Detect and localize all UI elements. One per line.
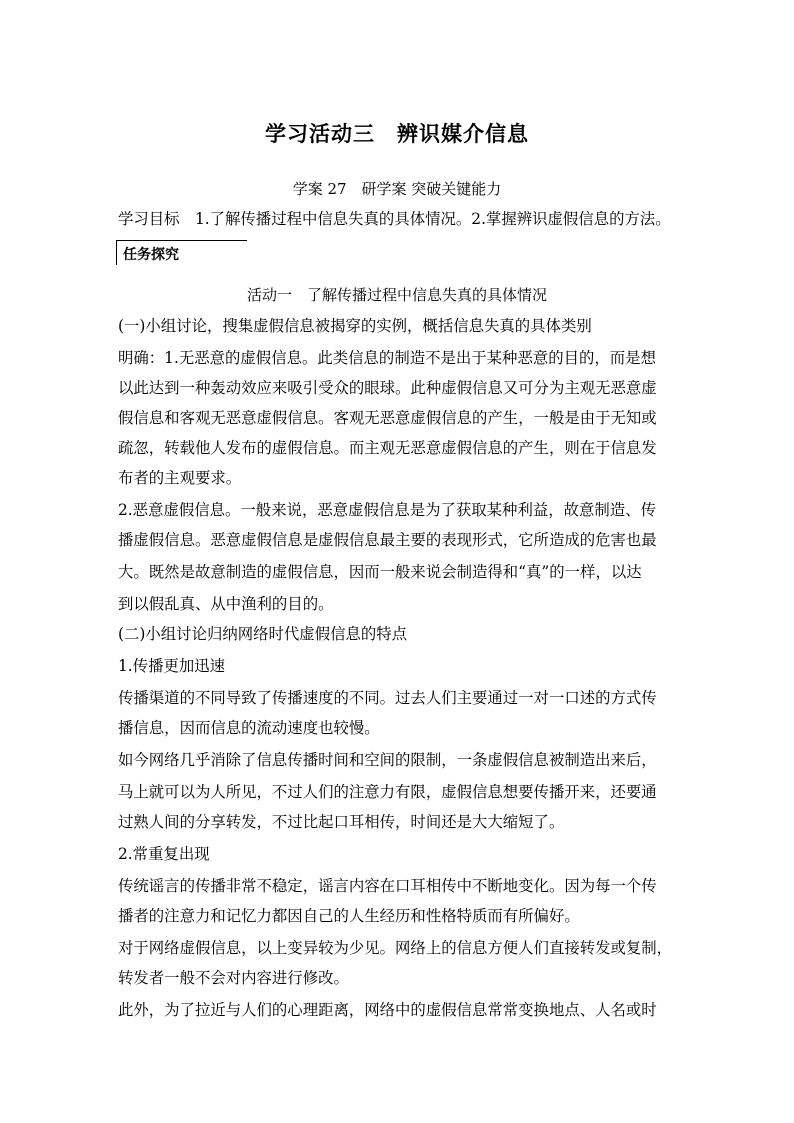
page-title: 学习活动三 辨识媒介信息	[265, 122, 529, 146]
body-line: 以此达到一种轰动效应来吸引受众的眼球。此种虚假信息又可分为主观无恶意虚	[118, 379, 657, 397]
body-line: 明确：1.无恶意的虚假信息。此类信息的制造不是出于某种恶意的目的，而是想	[118, 349, 656, 367]
body-line: 播信息，因而信息的流动速度也较慢。	[118, 719, 380, 737]
body-line: 过熟人间的分享转发，不过比起口耳相传，时间还是大大缩短了。	[118, 813, 565, 831]
body-line: (二)小组讨论归纳网络时代虚假信息的特点	[118, 625, 408, 643]
body-line: 布者的主观要求。	[118, 469, 242, 487]
body-line: 传播渠道的不同导致了传播速度的不同。过去人们主要通过一对一口述的方式传	[118, 689, 657, 707]
page-subtitle: 学案 27 研学案 突破关键能力	[292, 180, 502, 198]
body-line: 疏忽，转载他人发布的虚假信息。而主观无恶意虚假信息的产生，则在于信息发	[118, 439, 657, 457]
task-section-box	[116, 240, 247, 265]
body-line: 转发者一般不会对内容进行修改。	[118, 969, 349, 987]
learning-objective: 学习目标 1.了解传播过程中信息失真的具体情况。2.掌握辨识虚假信息的方法。	[118, 210, 671, 228]
body-line: 大。既然是故意制造的虚假信息，因而一般来说会制造得和“真”的一样，以达	[118, 563, 642, 581]
activity-title: 活动一 了解传播过程中信息失真的具体情况	[246, 286, 547, 304]
body-line: 马上就可以为人所见，不过人们的注意力有限，虚假信息想要传播开来，还要通	[118, 783, 657, 801]
body-line: 1.传播更加迅速	[118, 657, 226, 675]
body-line: 如今网络几乎消除了信息传播时间和空间的限制，一条虚假信息被制造出来后，	[118, 751, 657, 769]
body-line: 2.恶意虚假信息。一般来说，恶意虚假信息是为了获取某种利益，故意制造、传	[118, 501, 656, 519]
body-line: 到以假乱真、从中渔利的目的。	[118, 595, 334, 613]
body-line: 对于网络虚假信息，以上变异较为少见。网络上的信息方便人们直接转发或复制，	[118, 939, 673, 957]
body-line: 此外，为了拉近与人们的心理距离，网络中的虚假信息常常变换地点、人名或时	[118, 1001, 657, 1019]
body-line: 播者的注意力和记忆力都因自己的人生经历和性格特质而有所偏好。	[118, 907, 580, 925]
body-line: 传统谣言的传播非常不稳定，谣言内容在口耳相传中不断地变化。因为每一个传	[118, 877, 657, 895]
body-line: 播虚假信息。恶意虚假信息是虚假信息最主要的表现形式，它所造成的危害也最	[118, 531, 657, 549]
body-line: 假信息和客观无恶意虚假信息。客观无恶意虚假信息的产生，一般是由于无知或	[118, 409, 657, 427]
body-line: (一)小组讨论，搜集虚假信息被揭穿的实例，概括信息失真的具体类别	[118, 317, 592, 335]
body-line: 2.常重复出现	[118, 845, 210, 863]
task-section-label: 任务探究	[123, 247, 179, 263]
